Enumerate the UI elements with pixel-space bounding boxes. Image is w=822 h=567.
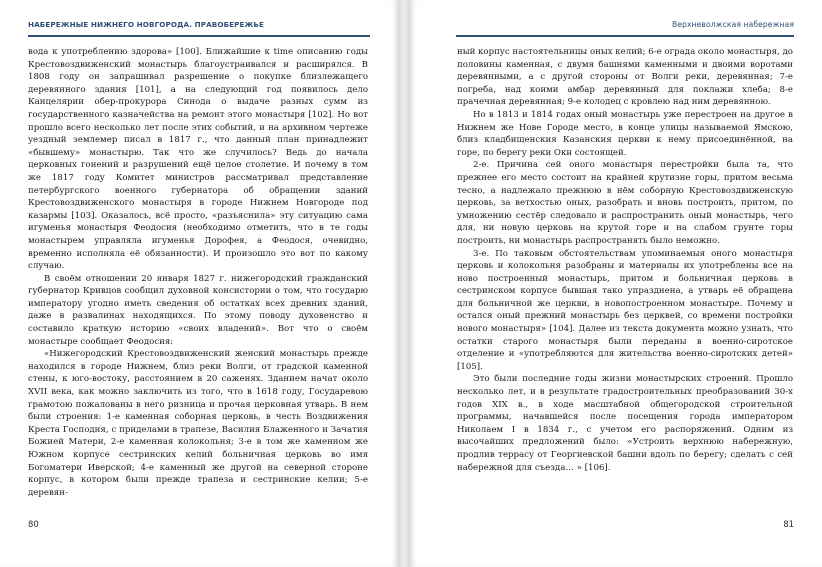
paragraph: 3-е. По таковым обстоятельствам упоминаемыя оного монастыря церковь и колокольня разобраны и материалы их употреблены все на ново построенный монастырь, притом и больничная церковь в сестринском корпусе бывшая тако упразднена, а утварь её обращена для больничной же церкви, в новопостроенном монастыре. Почему и остался оный прежний монастырь без церквей, со времени постройки нового монастыря» [104]. Далее из текста документа можно узнать, что остатки старого монастыря были переданы в военно-сиротское отделение и «употребляются для жительства военно-сиротских детей» [105]. [457,248,793,372]
header-rule-left [28,35,370,37]
right-page [410,0,822,567]
body-text-right [457,46,793,474]
paragraph: 2-е. Причина сей оного монастыря перестройки была та, что прежнее его место состоит на крайней крутизне горы, притом весьма тесно, а надлежало прежнюю в нём соборную Крестовоздвиженскую церковь, за ветхостью оных, разобрать и вновь построить, притом, по умножению сестёр следовало и распространить оный монастырь, чего для, ни новую церковь на крутой горе и на слабом грунте горы построить, ни монастырь распространять было неможно. [457,160,793,246]
running-head-left: НАБЕРЕЖНЫЕ НИЖНЕГО НОВГОРОДА. ПРАВОБЕРЕЖЬЕ [28,20,265,29]
paragraph: ный корпус настоятельницы оных келий; 6-е ограда около монастыря, до половины каменная, с двумя башнями каменными и двоими воротами деревянными, а с другой стороны от Волги реки, деревянная; 7-е погреба, над коими амбар деревянный для поклажи хлеба; 8-е прачечная деревянная; 9-е колодец с кровлею над ним деревянною. [457,47,793,108]
paragraph: «Нижегородский Крестовоздвиженский женский монастырь прежде находился в городе Нижнем, близ реки Волги, от градской каменной стены, к юго-востоку, расстоянием в 20 саженях. Зданием начат около XVII века, как можно заключить из того, что в 1618 году, Государевою грамотою пожалованы в него ризница и прочая церковная утварь. В нем были строения: 1-е каменная соборная церковь, в честь Воздвижения Креста Господня, с приделами в трапезе, Василия Блаженного и Зачатия Божией Матери, 2-е каменная колокольня; 3-е в том же каменном же Южном корпусе сестринских келий больничная церковь во имя Богоматери Иверской; 4-е каменный же другой на северной стороне корпус, в котором были прежде трапеза и сестринские келии; 5-е деревян- [28,349,368,498]
left-page [0,0,398,567]
page-number-left: 80 [28,519,39,529]
running-head-right: Верхневолжская набережная [671,20,794,29]
body-text-left [28,46,368,499]
paragraph: вода к употреблению здорова» [100]. Ближайшие к time описанию годы Крестовоздвиженский монастырь благоустраивался и расширялся. В 1808 году он запрашивал разрешение о покупке близлежащего деревянного здания [101], а на следующий год появилось дело Канцелярии обер-прокурора Синода о выдаче разных сумм из государственного казначейства на ремонт этого монастыря [102]. Но вот прошло всего несколько лет после этих событий, и на архивном чертеже уездный землемер писал в 1817 г., что данный план принадлежит «бывшему» монастырю. Так что же случилось? Ведь до начала церковных гонений и разрушений ещё целое столетие. И почему в том же 1817 году Комитет министров рассматривал представление петербургского военного губернатора об обращении зданий Крестовоздвиженского монастыря в городе Нижнем Новгороде под казармы [103]. Оказалось, всё просто, «разъяснила» эту ситуацию сама игуменья монастыря Феодосия (необходимо отметить, что в те годы монастырем управляла игуменья Дорофея, а Феодося, очевидно, временно исполняла её обязанности). И произошло это вот по какому случаю. [28,47,368,272]
paragraph: Но в 1813 и 1814 годах оный монастырь уже перестроен на другое в Нижнем же Нове Городе место, в конце улицы называемой Ямскою, близ кладбищенския Казанския церкви к нему присоединённой, на горе, по берегу реки Оки состоящей. [457,109,793,158]
paragraph: Это были последние годы жизни монастырских строений. Прошло несколько лет, и в результате градостроительных преобразований 30-х годов XIX в., в ходе масштабной общегородской строительной программы, начавшейся после посещения города императором Николаем I в 1834 г., с учетом его распоряжений. Одним из высочайших предложений было: «Устроить верхнюю набережную, продлив террасу от Георгиевской башни вдоль по берегу; сделать с сей набережной для съезда… » [106]. [457,374,793,473]
header-rule-right [456,35,794,37]
book-gutter [398,0,410,567]
page-number-right: 81 [783,519,794,529]
paragraph: В своём отношении 20 января 1827 г. нижегородский гражданский губернатор Кривцов сообщил духовной консистории о том, что государю императору угодно иметь сведения об остатках всех древних зданий, даже в развалинах находящихся. По этому поводу духовенство и составило краткую историю «своих владений». Вот что о своём монастыре сообщает Феодосия: [28,273,368,347]
